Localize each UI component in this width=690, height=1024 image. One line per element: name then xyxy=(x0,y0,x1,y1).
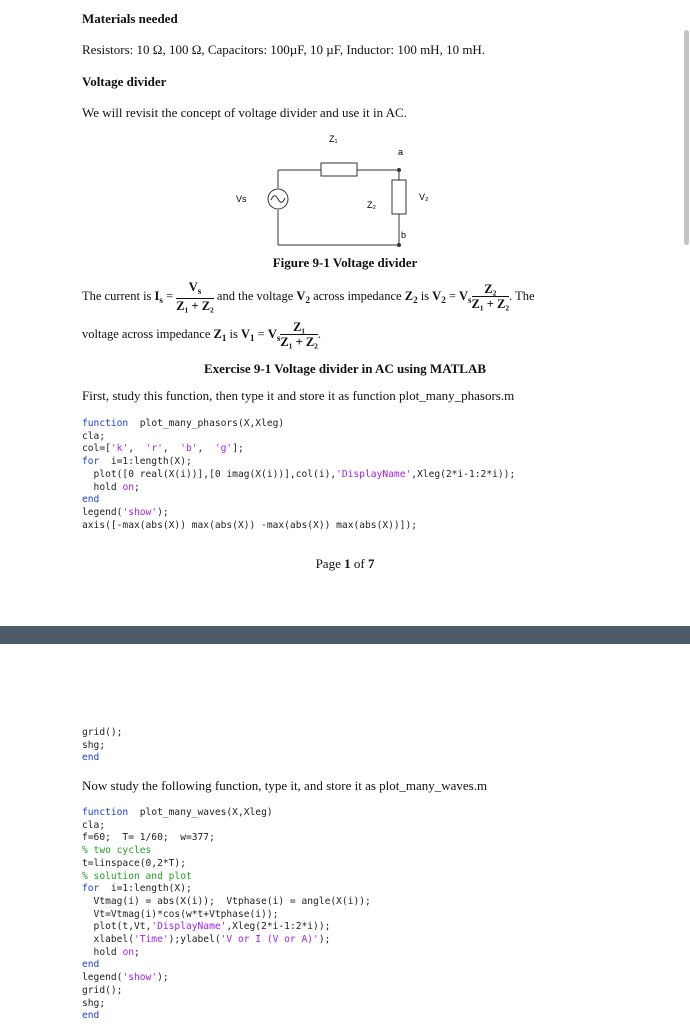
code-line xyxy=(82,456,192,467)
current-symbol: I xyxy=(154,288,160,303)
code-token: Vtmag(i) = abs(X(i)); Vtphase(i) = angle(X(i)); xyxy=(82,895,371,907)
code-string: on xyxy=(122,481,134,493)
code-keyword: for xyxy=(82,883,100,895)
exercise-title: Exercise 9-1 Voltage divider in AC using MATLAB xyxy=(203,361,487,376)
code-line xyxy=(82,985,122,996)
code-string: 'g' xyxy=(214,443,233,455)
code-keyword: end xyxy=(82,752,100,764)
code-token: plot_many_phasors(X,Xleg) xyxy=(128,418,285,429)
code-line xyxy=(82,921,330,932)
v1-frac-numerator: Z₁ xyxy=(280,320,318,335)
code-string: 'DisplayName' xyxy=(336,468,412,480)
footer-of: of xyxy=(350,556,368,571)
current-equals: = xyxy=(162,288,177,303)
code-token: shg; xyxy=(82,997,106,1009)
z1-label: Z₁ xyxy=(329,134,338,144)
page-separator xyxy=(0,626,690,644)
code-token: cla; xyxy=(82,430,106,442)
current-frac-numerator-sub: s xyxy=(197,286,202,296)
code-line xyxy=(82,431,105,442)
code-line xyxy=(82,418,284,429)
code-token: ); xyxy=(157,972,169,984)
code-token: hold xyxy=(82,481,123,493)
code-line xyxy=(82,740,105,751)
current-frac-numerator: V xyxy=(188,280,198,294)
z2-label: Z₂ xyxy=(367,200,376,210)
code-line xyxy=(82,934,330,945)
code-line xyxy=(82,820,105,831)
code-line xyxy=(82,909,278,920)
code-token: ; xyxy=(134,481,140,493)
z1-subscript: 1 xyxy=(221,332,227,343)
footer-page-number: 1 xyxy=(344,556,351,571)
vs-label: Vs xyxy=(236,194,247,204)
code-token: ; xyxy=(134,946,140,958)
code-token: cla; xyxy=(82,819,106,831)
code-token: col=[ xyxy=(82,443,111,455)
v2-equals: = xyxy=(445,288,459,303)
voltage-divider-circuit xyxy=(225,128,429,250)
current-text-part1: The current is xyxy=(82,288,155,303)
z2-symbol: Z xyxy=(404,288,414,303)
code-keyword: end xyxy=(82,494,100,506)
code-line xyxy=(82,727,122,738)
code-line xyxy=(82,469,515,480)
code-line xyxy=(82,871,192,882)
code-token: grid(); xyxy=(82,727,123,738)
code-string: 'b' xyxy=(180,443,198,455)
code-comment: % two cycles xyxy=(82,845,152,857)
materials-text: Resistors: 10 Ω, 100 Ω, Capacitors: 100µF, 10 µF, Inductor: 100 mH, 10 mH. xyxy=(82,42,486,57)
node-b-label: b xyxy=(401,230,407,240)
node-a-label: a xyxy=(398,147,404,157)
current-text-part2: and the voltage xyxy=(213,288,297,303)
code-line xyxy=(82,443,244,454)
code-keyword: end xyxy=(82,959,100,971)
code-token: );ylabel( xyxy=(168,934,221,946)
page-footer xyxy=(0,556,690,572)
code-line xyxy=(82,1010,99,1021)
v1-frac-denominator: Z₁ + Z₂ xyxy=(280,335,318,349)
code-string: 'k' xyxy=(110,443,129,455)
current-fraction xyxy=(176,280,214,314)
code-string: 'show' xyxy=(122,972,158,984)
code-line xyxy=(82,845,151,856)
code-comment: % solution and plot xyxy=(82,870,192,882)
code-line xyxy=(82,896,371,907)
code-token: i=1:length(X); xyxy=(99,883,192,895)
v2-symbol: V xyxy=(296,288,306,303)
code-token: grid(); xyxy=(82,984,123,996)
code-string: 'show' xyxy=(122,506,158,518)
materials-heading: Materials needed xyxy=(82,11,178,26)
code-line xyxy=(82,947,140,958)
code-token: , xyxy=(128,443,146,455)
current-text-part5: . The xyxy=(509,288,535,303)
vs-subscript: s xyxy=(468,294,472,305)
study-text-1: First, study this function, then type it and store it as function plot_many_phasors.m xyxy=(82,388,515,403)
code-token: plot(t,Vt, xyxy=(82,921,152,933)
v2-label: V₂ xyxy=(419,192,429,202)
vs2-subscript: s xyxy=(276,332,281,343)
code-string: 'r' xyxy=(145,443,163,455)
footer-page-word: Page xyxy=(315,556,345,571)
code-line xyxy=(82,494,99,505)
code-token: ]; xyxy=(232,443,244,455)
code-block-continuation xyxy=(82,727,122,765)
code-line xyxy=(82,832,215,843)
v2-frac-denominator: Z₁ + Z₂ xyxy=(471,297,510,311)
code-token: legend( xyxy=(82,506,123,518)
code-line xyxy=(82,520,417,531)
v2-frac-numerator: Z₂ xyxy=(472,282,510,297)
code-token: legend( xyxy=(82,972,123,984)
code-line xyxy=(82,972,169,983)
code-line xyxy=(82,507,169,518)
vs2-symbol: V xyxy=(267,326,277,341)
code-line xyxy=(82,482,140,493)
code-token: , xyxy=(162,443,181,455)
current-text-part3: across impedance xyxy=(309,288,405,303)
code-line xyxy=(82,752,99,763)
code-line xyxy=(82,807,273,818)
voltage-text-part2: is xyxy=(226,326,241,341)
voltage-equation-line xyxy=(82,320,321,350)
v1-fraction xyxy=(280,320,318,350)
code-keyword: function xyxy=(82,418,129,429)
code-keyword: for xyxy=(82,456,100,468)
code-line xyxy=(82,998,105,1009)
code-string: on xyxy=(122,946,134,958)
code-token: , xyxy=(197,443,215,455)
code-block-plot-many-phasors xyxy=(82,418,515,532)
voltage-text-end: . xyxy=(317,326,322,341)
code-token: t=linspace(0,2*T); xyxy=(82,857,186,869)
footer-total-pages: 7 xyxy=(367,556,375,571)
v2-eq-subscript: 2 xyxy=(441,294,446,305)
intro-text: We will revisit the concept of voltage divider and use it in AC. xyxy=(82,105,407,120)
code-token: plot_many_waves(X,Xleg) xyxy=(128,807,273,818)
code-token: plot([0 real(X(i))],[0 imag(X(i))],col(i), xyxy=(82,468,337,480)
code-token: hold xyxy=(82,946,123,958)
v1-equals: = xyxy=(254,326,268,341)
z1-symbol: Z xyxy=(213,326,222,341)
code-keyword: function xyxy=(82,807,129,818)
code-token: xlabel( xyxy=(82,934,134,946)
scrollbar-thumb[interactable] xyxy=(684,30,689,245)
current-equation-line xyxy=(82,280,535,314)
code-keyword: end xyxy=(82,1010,100,1022)
code-token: Vt=Vtmag(i)*cos(w*t+Vtphase(i)); xyxy=(82,908,279,920)
figure-caption: Figure 9-1 Voltage divider xyxy=(272,255,418,270)
code-token: ); xyxy=(318,934,331,946)
code-token: ,Xleg(2*i-1:2*i)); xyxy=(226,921,331,933)
code-token: f=60; T= 1/60; w=377; xyxy=(82,832,215,844)
current-text-part4: is xyxy=(417,288,433,303)
voltage-divider-heading: Voltage divider xyxy=(82,74,167,89)
code-token: i=1:length(X); xyxy=(99,456,192,468)
vs-symbol: V xyxy=(459,288,469,303)
code-token: ,Xleg(2*i-1:2*i)); xyxy=(411,468,516,480)
v2-subscript: 2 xyxy=(305,294,310,305)
code-block-plot-many-waves xyxy=(82,807,371,1023)
z2-subscript: 2 xyxy=(413,294,418,305)
v1-subscript: 1 xyxy=(250,332,255,343)
code-line xyxy=(82,883,192,894)
code-line xyxy=(82,858,186,869)
v2-fraction xyxy=(472,282,510,312)
current-subscript: s xyxy=(159,294,163,305)
code-token: ); xyxy=(157,506,169,518)
study-text-2: Now study the following function, type it, and store it as plot_many_waves.m xyxy=(82,778,488,793)
current-frac-denominator: Z₁ + Z₂ xyxy=(176,299,214,313)
code-token: shg; xyxy=(82,739,106,751)
code-line xyxy=(82,959,99,970)
code-string: 'Time' xyxy=(133,934,169,946)
v1-symbol: V xyxy=(240,326,251,341)
v2-eq-symbol: V xyxy=(432,288,442,303)
document-page-2 xyxy=(0,644,690,1024)
code-token: axis([-max(abs(X)) max(abs(X)) -max(abs(X)) max(abs(X))]); xyxy=(82,519,418,531)
code-string: 'V or I (V or A)' xyxy=(220,934,319,946)
code-string: 'DisplayName' xyxy=(151,921,227,933)
voltage-text-part1: voltage across impedance xyxy=(82,326,214,341)
